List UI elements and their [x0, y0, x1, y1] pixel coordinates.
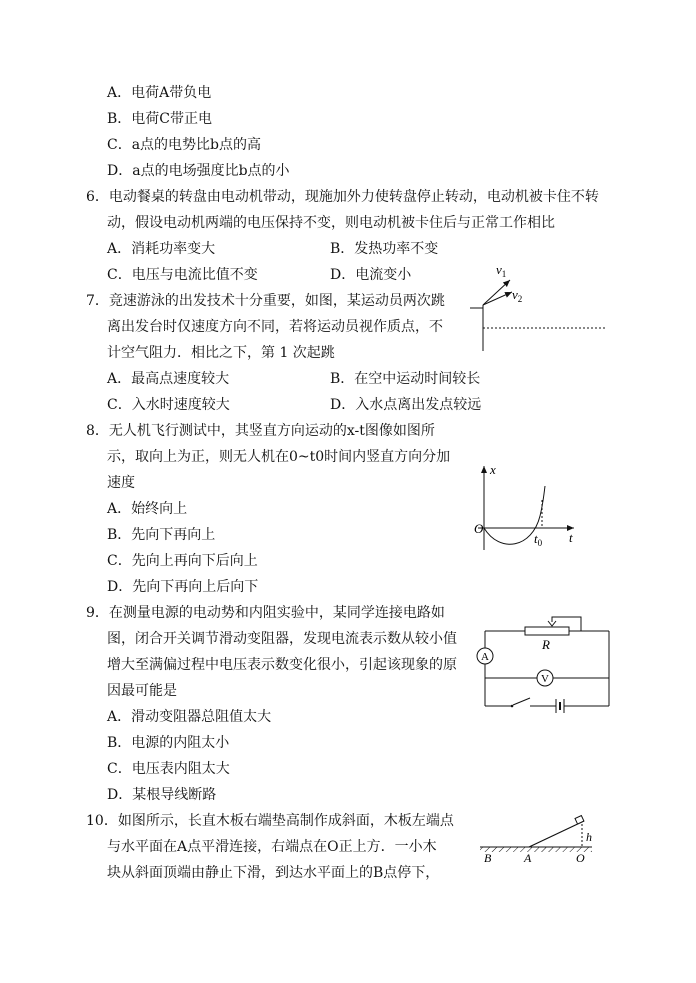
- t-axis-label: t: [569, 530, 573, 545]
- q10-stem-line1: 10．如图所示，长直木板右端垫高制作成斜面，木板左端点: [86, 813, 454, 829]
- q7-option-d: D．入水点离出发点较远: [330, 397, 482, 413]
- q7-stem-line3: 计空气阻力．相比之下，第 1 次起跳: [107, 345, 335, 361]
- origin-label: O: [474, 521, 484, 536]
- v1-label: $v_1$: [496, 262, 507, 279]
- resistor-label: R: [542, 637, 550, 652]
- wooden-block: [575, 816, 584, 824]
- x-axis-label: x: [490, 462, 496, 477]
- switch-contact: [511, 705, 514, 708]
- q6-stem-line1: 6．电动餐桌的转盘由电动机带动，现施加外力使转盘停止转动，电动机被卡住不转: [86, 189, 599, 205]
- q8-stem-line2: 示，取向上为正，则无人机在0~t0时间内竖直方向分加: [107, 449, 451, 465]
- resistor-r: [525, 627, 569, 635]
- q7-option-a: A．最高点速度较大: [107, 371, 230, 387]
- q6-option-d: D．电流变小: [330, 267, 412, 283]
- q9-circuit-diagram: [468, 612, 618, 716]
- voltmeter-label: V: [541, 673, 549, 685]
- q7-option-c: C．入水时速度较大: [107, 397, 230, 413]
- q9-stem-line3: 增大至满偏过程中电压表示数变化很小，引起该现象的原: [107, 657, 457, 673]
- q6-option-c: C．电压与电流比值不变: [107, 267, 258, 283]
- q8-xt-graph: [470, 458, 588, 556]
- q8-option-d: D．先向下再向上后向下: [107, 579, 259, 595]
- q5-option-d: D．a点的电场强度比b点的小: [107, 163, 290, 179]
- q10-stem-line3: 块从斜面顶端由静止下滑，到达水平面上的B点停下，: [107, 865, 440, 881]
- q5-option-c: C．a点的电势比b点的高: [107, 137, 262, 153]
- q8-stem-line3: 速度: [107, 475, 135, 491]
- ammeter-label: A: [481, 651, 489, 663]
- q9-option-d: D．某根导线断路: [107, 787, 217, 803]
- q7-stem-line2: 离出发台时仅速度方向不同，若将运动员视作质点，不: [107, 319, 443, 335]
- q7-option-b: B．在空中运动时间较长: [330, 371, 481, 387]
- q10-incline-figure: [472, 808, 608, 870]
- v2-label: $v_2$: [512, 287, 523, 304]
- t0-label: $t_0$: [534, 531, 543, 548]
- q9-option-a: A．滑动变阻器总阻值太大: [107, 709, 272, 725]
- q10-stem-line2: 与水平面在A点平滑连接，右端点在O正上方．一小木: [107, 839, 437, 855]
- q6-option-a: A．消耗功率变大: [107, 241, 216, 257]
- q6-stem-line2: 动，假设电动机两端的电压保持不变，则电动机被卡住后与正常工作相比: [107, 215, 555, 231]
- q5-option-b: B．电荷C带正电: [107, 111, 212, 127]
- b-point-label: B: [484, 851, 492, 865]
- q7-velocity-figure: [470, 258, 615, 354]
- q8-option-b: B．先向下再向上: [107, 527, 216, 543]
- q8-option-a: A．始终向上: [107, 501, 188, 517]
- q9-option-b: B．电源的内阻太小: [107, 735, 230, 751]
- switch-lever: [513, 698, 530, 705]
- q9-stem-line4: 因最可能是: [107, 683, 177, 699]
- q7-stem-line1: 7．竞速游泳的出发技术十分重要，如图，某运动员两次跳: [86, 293, 445, 309]
- incline-board: [529, 821, 584, 847]
- h-label: h: [586, 830, 592, 844]
- q6-option-b: B．发热功率不变: [330, 241, 439, 257]
- q9-stem-line2: 图，闭合开关调节滑动变阻器，发现电流表示数从较小值: [107, 631, 457, 647]
- v2-arrow: [483, 292, 512, 305]
- v1-arrow: [483, 280, 510, 305]
- q8-stem-line1: 8．无人机飞行测试中，其竖直方向运动的x-t图像如图所: [86, 423, 435, 439]
- q9-option-c: C．电压表内阻太大: [107, 761, 230, 777]
- q5-option-a: A．电荷A带负电: [107, 85, 212, 101]
- q8-option-c: C．先向上再向下后向上: [107, 553, 258, 569]
- o-point-label: O: [576, 851, 585, 865]
- a-point-label: A: [524, 851, 532, 865]
- q9-stem-line1: 9．在测量电源的电动势和内阻实验中，某同学连接电路如: [86, 605, 445, 621]
